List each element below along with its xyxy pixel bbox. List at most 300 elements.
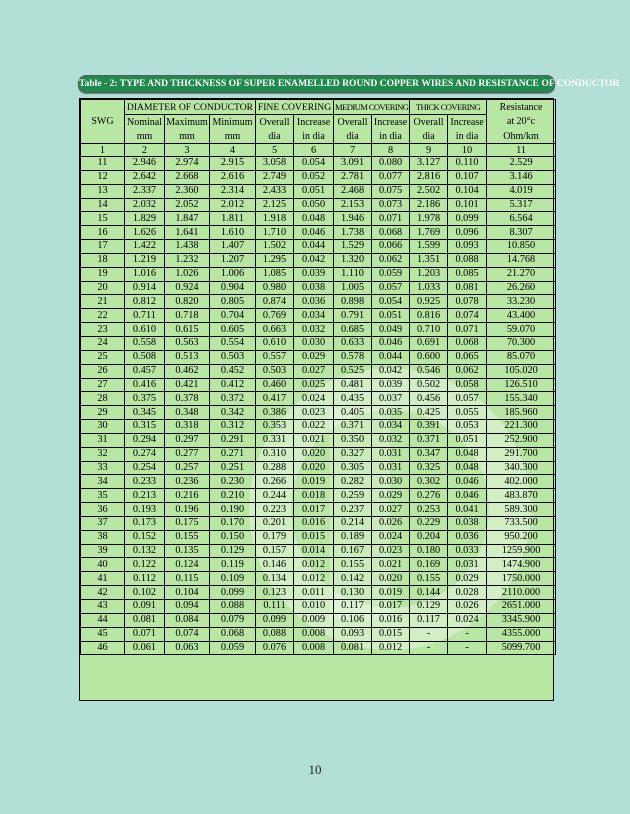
- table-cell: 1.438: [165, 240, 210, 254]
- table-cell: 0.805: [210, 295, 256, 309]
- table-cell: 0.175: [165, 516, 210, 530]
- table-cell: 0.170: [210, 516, 256, 530]
- table-cell: 0.294: [125, 433, 165, 447]
- table-cell: 0.691: [410, 336, 448, 350]
- table-cell: 0.044: [294, 240, 334, 254]
- table-cell: 0.104: [448, 184, 487, 198]
- table-cell: 1.026: [165, 267, 210, 281]
- table-row: [81, 212, 556, 226]
- table-cell: -: [410, 627, 448, 641]
- swg-cell: 15: [81, 212, 125, 226]
- table-cell: 0.554: [210, 336, 256, 350]
- table-cell: 1.769: [410, 226, 448, 240]
- table-cell: 0.102: [125, 586, 165, 600]
- table-cell: 0.031: [372, 447, 410, 461]
- table-cell: 0.169: [410, 558, 448, 572]
- swg-cell: 22: [81, 309, 125, 323]
- table-cell: 0.820: [165, 295, 210, 309]
- header-thick-increase: Increase: [448, 115, 487, 130]
- swg-cell: 30: [81, 420, 125, 434]
- table-cell: 0.282: [334, 475, 372, 489]
- table-cell: 0.042: [372, 364, 410, 378]
- table-cell: 0.017: [372, 600, 410, 614]
- table-cell: 0.119: [210, 558, 256, 572]
- table-cell: 0.099: [448, 212, 487, 226]
- column-number: 7: [334, 144, 372, 157]
- table-cell: 1.085: [256, 267, 294, 281]
- table-row: [81, 475, 556, 489]
- table-cell: 0.023: [372, 544, 410, 558]
- table-cell: 0.084: [165, 613, 210, 627]
- table-cell: 0.315: [125, 420, 165, 434]
- table-cell: 0.059: [372, 267, 410, 281]
- table-cell: 0.024: [294, 392, 334, 406]
- table-cell: 33.230: [487, 295, 556, 309]
- table-body: [81, 157, 556, 655]
- header-diameter-group: DIAMETER OF CONDUCTOR: [125, 100, 256, 115]
- table-cell: 0.012: [372, 641, 410, 655]
- table-cell: 252.900: [487, 433, 556, 447]
- table-cell: 0.052: [294, 170, 334, 184]
- table-cell: 340.300: [487, 461, 556, 475]
- table-cell: 0.124: [165, 558, 210, 572]
- table-cell: 0.051: [448, 433, 487, 447]
- table-cell: 0.081: [448, 281, 487, 295]
- table-cell: 0.155: [334, 558, 372, 572]
- table-cell: 0.117: [410, 613, 448, 627]
- table-cell: 2.153: [334, 198, 372, 212]
- table-cell: 0.044: [372, 350, 410, 364]
- table-cell: 0.223: [256, 503, 294, 517]
- table-row: [81, 267, 556, 281]
- table-row: [81, 530, 556, 544]
- table-cell: 483.870: [487, 489, 556, 503]
- table-cell: 43.400: [487, 309, 556, 323]
- table-cell: 0.375: [125, 392, 165, 406]
- table-row: [81, 461, 556, 475]
- swg-cell: 17: [81, 240, 125, 254]
- table-cell: 0.027: [372, 503, 410, 517]
- table-cell: 0.016: [294, 516, 334, 530]
- table-cell: 0.180: [410, 544, 448, 558]
- table-cell: 59.070: [487, 323, 556, 337]
- table-cell: 0.791: [334, 309, 372, 323]
- table-cell: 0.046: [448, 475, 487, 489]
- swg-cell: 36: [81, 503, 125, 517]
- table-cell: 2.337: [125, 184, 165, 198]
- table-cell: 2.974: [165, 157, 210, 171]
- table-cell: 105.020: [487, 364, 556, 378]
- table-row: [81, 170, 556, 184]
- table-cell: 0.020: [372, 572, 410, 586]
- header-row-groups: [81, 100, 556, 115]
- table-cell: 0.416: [125, 378, 165, 392]
- table-row: [81, 420, 556, 434]
- table-cell: 0.610: [125, 323, 165, 337]
- table-cell: 0.237: [334, 503, 372, 517]
- table-cell: 1.295: [256, 253, 294, 267]
- table-cell: -: [448, 627, 487, 641]
- table-cell: 0.055: [448, 406, 487, 420]
- table-cell: 1.005: [334, 281, 372, 295]
- table-cell: 0.033: [448, 544, 487, 558]
- table-cell: 0.059: [210, 641, 256, 655]
- table-cell: 0.046: [448, 489, 487, 503]
- table-cell: 0.386: [256, 406, 294, 420]
- table-cell: 0.051: [372, 309, 410, 323]
- table-cell: 0.253: [410, 503, 448, 517]
- table-cell: 126.510: [487, 378, 556, 392]
- table-cell: 0.066: [372, 240, 410, 254]
- table-row: [81, 558, 556, 572]
- table-cell: 0.610: [256, 336, 294, 350]
- table-cell: 4355.000: [487, 627, 556, 641]
- table-cell: 0.030: [372, 475, 410, 489]
- table-cell: 0.710: [410, 323, 448, 337]
- table-cell: 0.046: [294, 226, 334, 240]
- table-cell: 0.122: [125, 558, 165, 572]
- table-row: [81, 157, 556, 171]
- table-cell: 0.259: [334, 489, 372, 503]
- table-cell: 0.051: [294, 184, 334, 198]
- table-cell: 0.146: [256, 558, 294, 572]
- table-cell: 0.024: [448, 613, 487, 627]
- table-cell: 0.898: [334, 295, 372, 309]
- table-cell: 0.502: [410, 378, 448, 392]
- table-row: [81, 503, 556, 517]
- table-cell: 0.924: [165, 281, 210, 295]
- table-cell: 0.022: [294, 420, 334, 434]
- table-cell: 0.167: [334, 544, 372, 558]
- table-cell: 2.781: [334, 170, 372, 184]
- swg-cell: 14: [81, 198, 125, 212]
- table-cell: 2.314: [210, 184, 256, 198]
- table-cell: 0.032: [294, 323, 334, 337]
- table-cell: 0.513: [165, 350, 210, 364]
- table-cell: 0.718: [165, 309, 210, 323]
- table-cell: 1.641: [165, 226, 210, 240]
- swg-cell: 41: [81, 572, 125, 586]
- table-row: [81, 295, 556, 309]
- table-cell: 0.029: [294, 350, 334, 364]
- table-cell: 0.024: [372, 530, 410, 544]
- table-cell: 1.502: [256, 240, 294, 254]
- table-row: [81, 392, 556, 406]
- table-cell: 0.025: [294, 378, 334, 392]
- table-cell: 0.050: [294, 198, 334, 212]
- table-cell: 2.502: [410, 184, 448, 198]
- column-number: 11: [487, 144, 556, 157]
- table-cell: 8.307: [487, 226, 556, 240]
- table-cell: 0.371: [410, 433, 448, 447]
- column-number: 10: [448, 144, 487, 157]
- table-cell: 0.081: [334, 641, 372, 655]
- table-cell: 0.074: [165, 627, 210, 641]
- table-row: [81, 184, 556, 198]
- table-cell: 0.009: [294, 613, 334, 627]
- table-cell: 402.000: [487, 475, 556, 489]
- table-cell: 0.099: [210, 586, 256, 600]
- table-cell: 0.155: [165, 530, 210, 544]
- table-row: [81, 350, 556, 364]
- table-row: [81, 198, 556, 212]
- table-cell: 3.127: [410, 157, 448, 171]
- table-cell: 2.915: [210, 157, 256, 171]
- table-cell: 0.605: [210, 323, 256, 337]
- table-row: [81, 240, 556, 254]
- table-cell: 0.233: [125, 475, 165, 489]
- table-cell: 0.039: [372, 378, 410, 392]
- swg-cell: 31: [81, 433, 125, 447]
- column-number: 9: [410, 144, 448, 157]
- table-cell: 0.229: [410, 516, 448, 530]
- table-cell: 0.034: [294, 309, 334, 323]
- table-cell: 3345.900: [487, 613, 556, 627]
- table-row: [81, 281, 556, 295]
- table-cell: 0.029: [372, 489, 410, 503]
- table-cell: 0.210: [210, 489, 256, 503]
- table-row: [81, 572, 556, 586]
- swg-cell: 29: [81, 406, 125, 420]
- table-cell: 0.117: [334, 600, 372, 614]
- header-thick-increase-unit: in dia: [448, 129, 487, 144]
- table-row: [81, 586, 556, 600]
- table-cell: 0.327: [334, 447, 372, 461]
- page-number: 10: [308, 762, 322, 777]
- wire-table: [80, 99, 556, 655]
- table-cell: 0.711: [125, 309, 165, 323]
- table-row: [81, 516, 556, 530]
- table-cell: 0.068: [448, 336, 487, 350]
- table-cell: 0.011: [294, 586, 334, 600]
- table-cell: 1.918: [256, 212, 294, 226]
- table-cell: 0.405: [334, 406, 372, 420]
- table-cell: 0.196: [165, 503, 210, 517]
- table-cell: 0.032: [372, 433, 410, 447]
- table-cell: 0.214: [334, 516, 372, 530]
- table-cell: 0.038: [448, 516, 487, 530]
- header-medium-increase: Increase: [372, 115, 410, 130]
- swg-cell: 34: [81, 475, 125, 489]
- table-cell: 1.006: [210, 267, 256, 281]
- table-cell: 0.417: [256, 392, 294, 406]
- table-cell: 4.019: [487, 184, 556, 198]
- table-cell: 0.980: [256, 281, 294, 295]
- table-cell: 2.749: [256, 170, 294, 184]
- table-cell: 0.054: [372, 295, 410, 309]
- table-cell: 0.129: [210, 544, 256, 558]
- table-cell: 70.300: [487, 336, 556, 350]
- header-swg-spacer-bottom: [81, 129, 125, 144]
- swg-cell: 39: [81, 544, 125, 558]
- table-cell: 0.046: [372, 336, 410, 350]
- table-cell: 0.093: [334, 627, 372, 641]
- table-cell: 0.019: [294, 475, 334, 489]
- table-row: [81, 613, 556, 627]
- table-cell: 2651.000: [487, 600, 556, 614]
- table-cell: 1.033: [410, 281, 448, 295]
- table-cell: 0.135: [165, 544, 210, 558]
- table-cell: 2.052: [165, 198, 210, 212]
- swg-cell: 32: [81, 447, 125, 461]
- table-cell: 0.016: [372, 613, 410, 627]
- table-cell: 0.152: [125, 530, 165, 544]
- table-cell: 0.173: [125, 516, 165, 530]
- swg-cell: 28: [81, 392, 125, 406]
- table-cell: 0.036: [448, 530, 487, 544]
- table-cell: 26.260: [487, 281, 556, 295]
- table-cell: 0.663: [256, 323, 294, 337]
- table-cell: 1474.900: [487, 558, 556, 572]
- table-cell: 0.091: [125, 600, 165, 614]
- table-cell: 0.099: [256, 613, 294, 627]
- header-resistance-line1: Resistance: [487, 100, 556, 115]
- table-cell: 0.021: [294, 433, 334, 447]
- table-cell: 0.068: [372, 226, 410, 240]
- table-cell: 291.700: [487, 447, 556, 461]
- table-cell: 5099.700: [487, 641, 556, 655]
- column-number: 2: [125, 144, 165, 157]
- table-cell: 1.847: [165, 212, 210, 226]
- table-cell: 2.125: [256, 198, 294, 212]
- table-cell: 0.107: [448, 170, 487, 184]
- table-cell: 0.558: [125, 336, 165, 350]
- table-cell: 0.236: [165, 475, 210, 489]
- table-row: [81, 378, 556, 392]
- table-cell: 2.032: [125, 198, 165, 212]
- table-cell: 0.769: [256, 309, 294, 323]
- table-cell: 1.626: [125, 226, 165, 240]
- table-cell: 0.310: [256, 447, 294, 461]
- header-fine-increase: Increase: [294, 115, 334, 130]
- table-cell: 0.057: [448, 392, 487, 406]
- column-number-row: [81, 144, 556, 157]
- table-cell: 0.026: [372, 516, 410, 530]
- table-cell: 2.468: [334, 184, 372, 198]
- table-row: [81, 433, 556, 447]
- table-cell: 0.134: [256, 572, 294, 586]
- table-cell: 0.230: [210, 475, 256, 489]
- table-cell: 0.144: [410, 586, 448, 600]
- swg-cell: 40: [81, 558, 125, 572]
- table-row: [81, 641, 556, 655]
- table-cell: 0.276: [410, 489, 448, 503]
- table-cell: 0.685: [334, 323, 372, 337]
- table-row: [81, 489, 556, 503]
- table-cell: 0.557: [256, 350, 294, 364]
- table-cell: 2.186: [410, 198, 448, 212]
- table-cell: 1.219: [125, 253, 165, 267]
- table-cell: 0.071: [372, 212, 410, 226]
- table-cell: 0.481: [334, 378, 372, 392]
- table-cell: 0.058: [448, 378, 487, 392]
- header-row-names: [81, 115, 556, 130]
- table-cell: 2.946: [125, 157, 165, 171]
- table-cell: 0.053: [448, 420, 487, 434]
- table-cell: 0.812: [125, 295, 165, 309]
- table-cell: 0.372: [210, 392, 256, 406]
- table-cell: 1.811: [210, 212, 256, 226]
- table-cell: 0.048: [294, 212, 334, 226]
- swg-cell: 44: [81, 613, 125, 627]
- table-cell: 0.073: [372, 198, 410, 212]
- table-cell: 1.110: [334, 267, 372, 281]
- table-cell: 0.704: [210, 309, 256, 323]
- table-cell: 2.642: [125, 170, 165, 184]
- column-number: 8: [372, 144, 410, 157]
- table-cell: 733.500: [487, 516, 556, 530]
- table-cell: 0.008: [294, 627, 334, 641]
- table-row: [81, 447, 556, 461]
- header-thick-overall: Overall: [410, 115, 448, 130]
- swg-cell: 21: [81, 295, 125, 309]
- table-cell: 155.340: [487, 392, 556, 406]
- table-cell: 1750.000: [487, 572, 556, 586]
- table-cell: 1.320: [334, 253, 372, 267]
- header-minimum: Minimum: [210, 115, 256, 130]
- table-cell: 0.342: [210, 406, 256, 420]
- table-cell: 0.094: [165, 600, 210, 614]
- table-cell: 0.251: [210, 461, 256, 475]
- table-cell: 0.074: [448, 309, 487, 323]
- table-cell: 0.874: [256, 295, 294, 309]
- table-cell: 0.037: [372, 392, 410, 406]
- table-cell: 0.904: [210, 281, 256, 295]
- table-cell: 0.213: [125, 489, 165, 503]
- table-title: Table - 2: TYPE AND THICKNESS OF SUPER ENAMELLED ROUND COPPER WIRES AND RESISTANCE OF CONDUCTOR: [78, 75, 555, 93]
- table-cell: 0.345: [125, 406, 165, 420]
- table-cell: 1.978: [410, 212, 448, 226]
- table-cell: 1.422: [125, 240, 165, 254]
- table-cell: 0.021: [372, 558, 410, 572]
- header-nominal-unit: mm: [125, 129, 165, 144]
- table-cell: 0.353: [256, 420, 294, 434]
- table-cell: 1.529: [334, 240, 372, 254]
- header-medium-overall: Overall: [334, 115, 372, 130]
- table-cell: 589.300: [487, 503, 556, 517]
- swg-cell: 23: [81, 323, 125, 337]
- table-cell: 0.371: [334, 420, 372, 434]
- table-cell: 10.850: [487, 240, 556, 254]
- header-fine-group: FINE COVERING: [256, 100, 334, 115]
- table-cell: 0.615: [165, 323, 210, 337]
- table-cell: 0.035: [372, 406, 410, 420]
- table-cell: 1.829: [125, 212, 165, 226]
- table-cell: 0.155: [410, 572, 448, 586]
- table-cell: 0.347: [410, 447, 448, 461]
- table-cell: 0.054: [294, 157, 334, 171]
- table-cell: 0.027: [294, 364, 334, 378]
- table-cell: 0.291: [210, 433, 256, 447]
- column-number: 1: [81, 144, 125, 157]
- swg-cell: 19: [81, 267, 125, 281]
- table-cell: 0.456: [410, 392, 448, 406]
- table-cell: 3.146: [487, 170, 556, 184]
- table-cell: 1.232: [165, 253, 210, 267]
- table-cell: 1.610: [210, 226, 256, 240]
- table-cell: 0.190: [210, 503, 256, 517]
- table-cell: 2.433: [256, 184, 294, 198]
- swg-cell: 33: [81, 461, 125, 475]
- column-number: 3: [165, 144, 210, 157]
- header-thick-group: THICK COVERING: [410, 100, 487, 115]
- swg-cell: 11: [81, 157, 125, 171]
- table-cell: 0.029: [448, 572, 487, 586]
- table-cell: 0.061: [125, 641, 165, 655]
- table-cell: 0.026: [448, 600, 487, 614]
- swg-cell: 37: [81, 516, 125, 530]
- table-cell: 1259.900: [487, 544, 556, 558]
